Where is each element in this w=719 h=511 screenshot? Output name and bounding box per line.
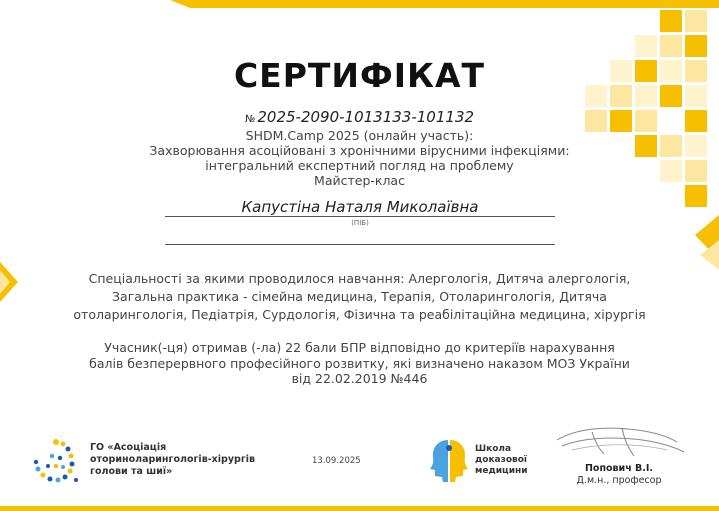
participant-name: Капустіна Наталя Миколаївна [241, 198, 479, 216]
specialties [0, 270, 719, 324]
signer-name: Попович В.І. [584, 463, 654, 474]
bottom-decoration [0, 506, 719, 511]
name-caption: (ПІБ) [351, 219, 369, 227]
number-prefix: № [244, 114, 256, 125]
event-line: інтегральний експертний погляд на проблему [205, 158, 514, 173]
event-line: Захворювання асоційовані з хронічними вірусними інфекціями: [149, 143, 570, 158]
number-value: 2025-2090-1013133-101132 [257, 108, 475, 126]
issue-date: 13.09.2025 [312, 456, 361, 466]
signature-line [165, 244, 555, 245]
association-logo-icon [30, 436, 82, 486]
specialties-line: отоларингологія, Педіатрія, Сурдологія, Фізична та реабілітаційна медицина, хірургія [73, 307, 646, 322]
certificate-number [0, 108, 719, 126]
school-line: медицини [475, 466, 528, 476]
certificate-title: СЕРТИФІКАТ [233, 56, 486, 95]
specialties-line: Загальна практика - сімейна медицина, Терапія, Отоларингологія, Дитяча [112, 289, 607, 304]
school-line: доказової [475, 455, 528, 465]
event-description [0, 128, 719, 188]
signer-title: Д.м.н., професор [576, 475, 662, 486]
name-underline [165, 216, 555, 217]
organization-line: ГО «Асоціація [90, 442, 167, 453]
school-line: Школа [475, 444, 512, 454]
specialties-line: Спеціальності за якими проводилося навчання: Алергологія, Дитяча алергологія, [88, 271, 631, 286]
organization-line: голови та шиї» [90, 466, 173, 477]
points-statement [0, 340, 719, 387]
signer-block [560, 463, 678, 486]
points-line: Учасник(-ця) отримав (-ла) 22 бали БПР відповідно до критеріїв нарахування [104, 340, 615, 355]
signature-icon [552, 420, 692, 462]
school-name [475, 444, 545, 477]
school-logo-icon [428, 436, 472, 482]
event-line: SHDM.Camp 2025 (онлайн участь): [245, 128, 474, 143]
organization-line: оториноларингологів-хірургів [90, 454, 256, 465]
points-line: від 22.02.2019 №446 [291, 371, 428, 386]
organization-name [90, 442, 270, 478]
event-line: Майстер-клас [314, 173, 405, 188]
points-line: балів безперервного професійного розвитку, які визначено наказом МОЗ України [89, 355, 630, 371]
